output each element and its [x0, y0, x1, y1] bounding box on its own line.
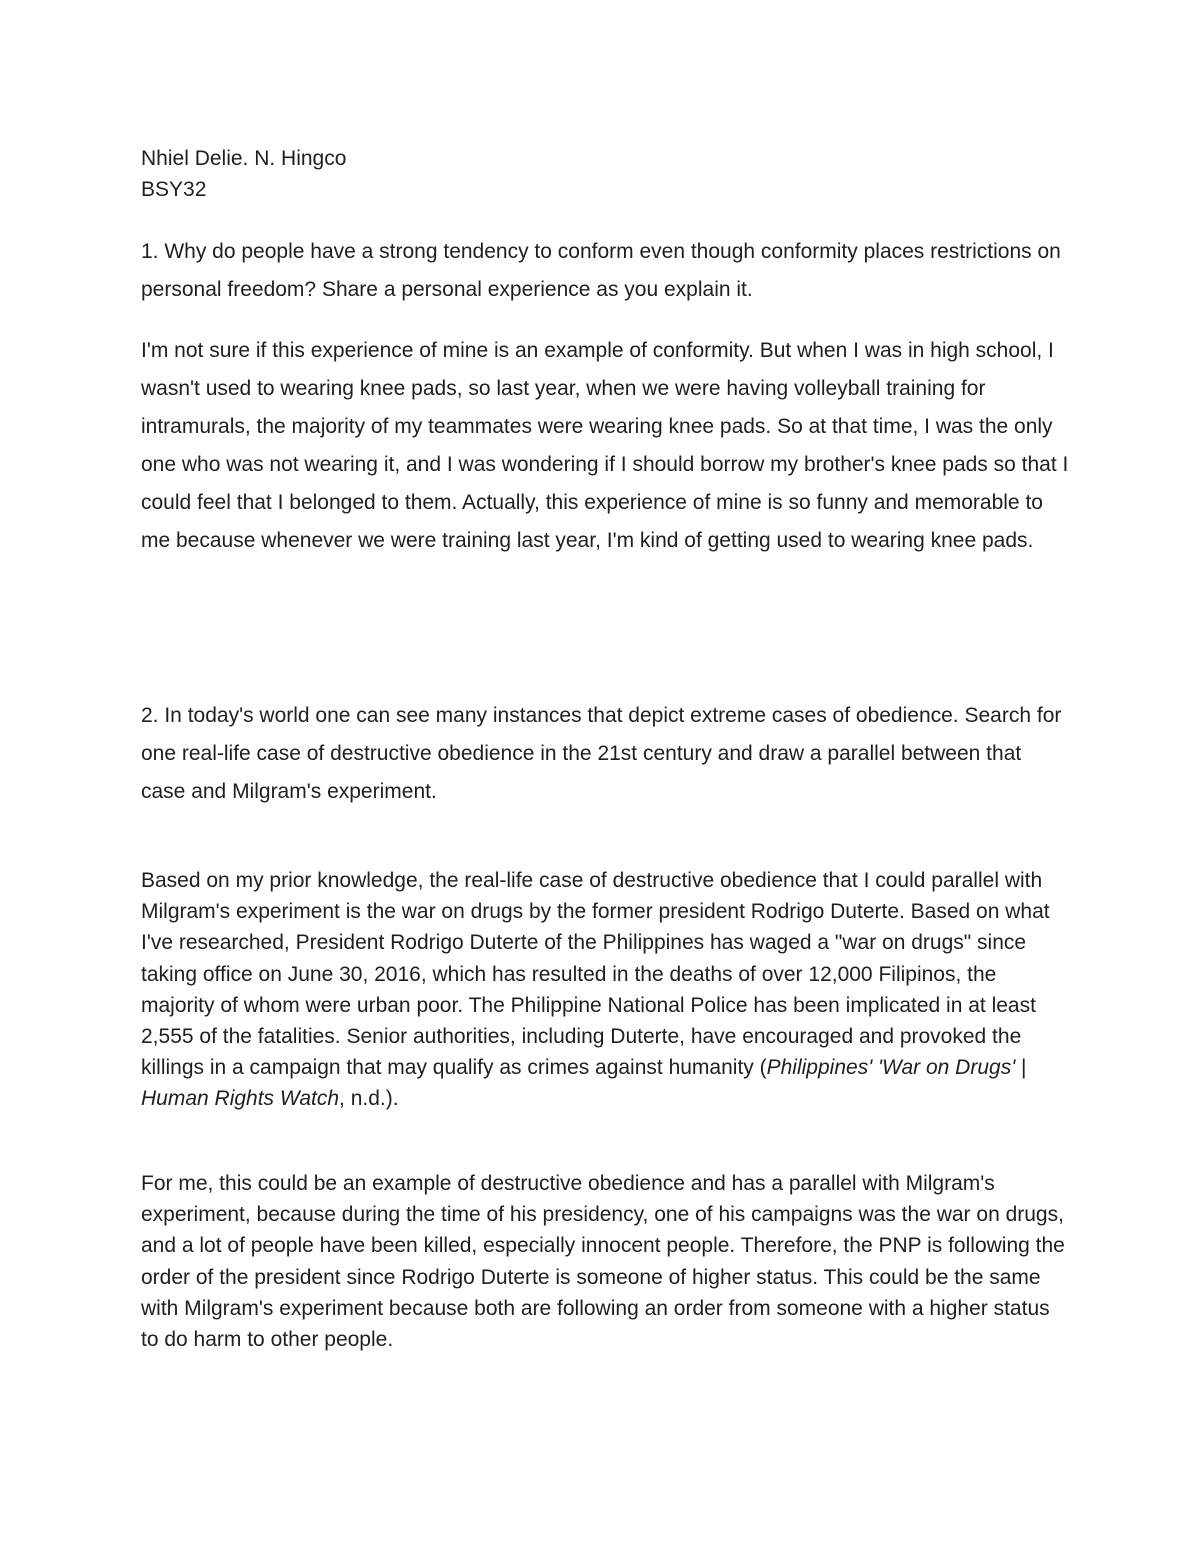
citation-source: Human Rights Watch	[141, 1087, 340, 1111]
question-2: 2. In today's world one can see many instances that depict extreme cases of obedience. Search for one real-life case of destructive obedience in the 21st century and draw a parallel between that case and Milgram's experiment.	[141, 704, 1062, 803]
answer-2-text: Based on my prior knowledge, the real-life case of destructive obedience that I could parallel with Milgram's experiment is the war on drugs by the former president Rodrigo Duterte. Based on what I've researched, President Rodrigo Duterte of the Philippines has waged a "war on drugs" since taking office on June 30, 2016, which has resulted in the deaths of over 12,000 Filipinos, the majority of whom were urban poor. The Philippine National Police has been implicated in at least 2,555 of the fatalities. Senior authorities, including Duterte, have encouraged and provoked the killings in a campaign that may qualify as crimes against humanity (	[141, 869, 1050, 1080]
answer-2	[141, 865, 1071, 1115]
document-header	[141, 143, 1071, 205]
answer-3: For me, this could be an example of destructive obedience and has a parallel with Milgram's experiment, because during the time of his presidency, one of his campaigns was the war on drugs, and a lot of people have been killed, especially innocent people. Therefore, the PNP is following the order of the president since Rodrigo Duterte is someone of higher status. This could be the same with Milgram's experiment because both are following an order from someone with a higher status to do harm to other people.	[141, 1172, 1065, 1352]
section-code: BSY32	[141, 178, 207, 201]
citation-tail: , n.d.).	[339, 1087, 399, 1111]
answer-1: I'm not sure if this experience of mine is an example of conformity. But when I was in high school, I wasn't used to wearing knee pads, so last year, when we were having volleyball training for intramurals, the majority of my teammates were wearing knee pads. So at that time, I was the only one who was not wearing it, and I was wondering if I should borrow my brother's knee pads so that I could feel that I belonged to them. Actually, this experience of mine is so funny and memorable to me because whenever we were training last year, I'm kind of getting used to wearing knee pads.	[141, 339, 1069, 552]
citation-title: Philippines' 'War on Drugs'	[766, 1056, 1016, 1080]
question-1: 1. Why do people have a strong tendency to conform even though conformity places restrictions on personal freedom? Share a personal experience as you explain it.	[141, 240, 1061, 301]
author-name: Nhiel Delie. N. Hingco	[141, 147, 347, 170]
citation-separator: |	[1015, 1056, 1027, 1080]
